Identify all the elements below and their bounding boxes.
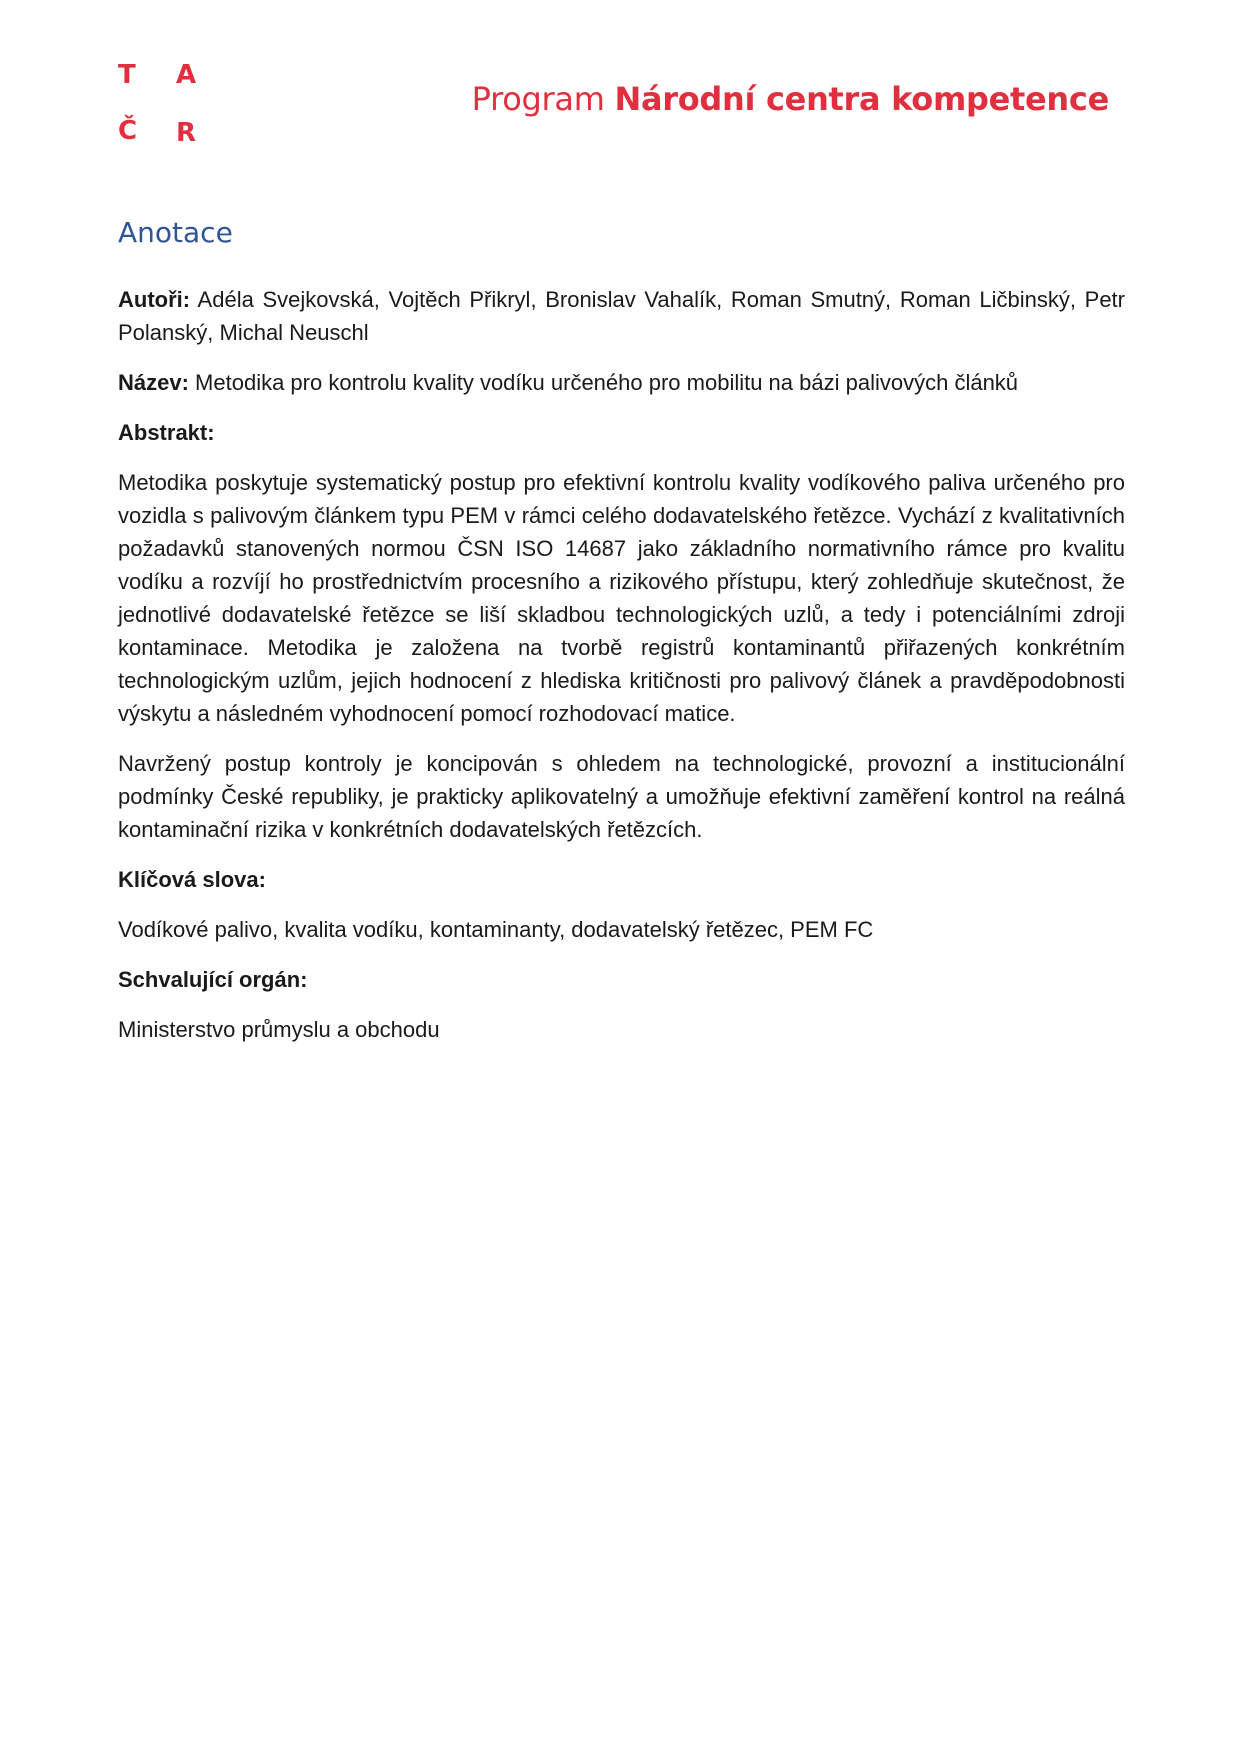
approver-label: Schvalující orgán: bbox=[118, 967, 308, 993]
keywords-label: Klíčová slova: bbox=[118, 867, 266, 893]
authors-value: Adéla Svejkovská, Vojtěch Přikryl, Bronislav Vahalík, Roman Smutný, Roman Ličbinský, Petr Polanský, Michal Neuschl bbox=[118, 287, 1125, 346]
keywords-value: Vodíkové palivo, kvalita vodíku, kontaminanty, dodavatelský řetězec, PEM FC bbox=[118, 917, 874, 943]
title-label: Název: bbox=[118, 370, 189, 396]
title-line bbox=[118, 366, 1125, 399]
document-body bbox=[118, 215, 1125, 1063]
authors-line bbox=[118, 283, 1125, 349]
tacr-logo bbox=[116, 60, 216, 150]
logo-letter-t: T bbox=[118, 60, 136, 90]
program-name: Národní centra kompetence bbox=[614, 80, 1109, 118]
logo-letter-a: A bbox=[176, 60, 197, 90]
logo-letter-r: R bbox=[176, 118, 197, 148]
program-title bbox=[472, 80, 1109, 118]
abstract-label: Abstrakt: bbox=[118, 420, 215, 446]
title-value: Metodika pro kontrolu kvality vodíku určeného pro mobilitu na bázi palivových článků bbox=[195, 370, 1019, 396]
program-prefix: Program bbox=[471, 80, 605, 118]
page-heading: Anotace bbox=[118, 216, 233, 249]
approver-value: Ministerstvo průmyslu a obchodu bbox=[118, 1017, 440, 1043]
logo-letter-c: Č bbox=[118, 116, 138, 146]
abstract-paragraph-2: Navržený postup kontroly je koncipován s ohledem na technologické, provozní a institucionální podmínky České republiky, je prakticky aplikovatelný a umožňuje efektivní zaměření kontrol na reálná kontaminační rizika v konkrétních dodavatelských řetězcích. bbox=[118, 751, 1125, 843]
authors-label: Autoři: bbox=[118, 287, 191, 313]
abstract-paragraph-1: Metodika poskytuje systematický postup pro efektivní kontrolu kvality vodíkového paliva určeného pro vozidla s palivovým článkem typu PEM v rámci celého dodavatelského řetězce. Vychází z kvalitativních požadavků stanovených normou ČSN ISO 14687 jako základního normativního rámce pro kvalitu vodíku a rozvíjí ho prostřednictvím procesního a rizikového přístupu, který zohledňuje skutečnost, že jednotlivé dodavatelské řetězce se liší skladbou technologických uzlů, a tedy i potenciálními zdroji kontaminace. Metodika je založena na tvorbě registrů kontaminantů přiřazených konkrétním technologickým uzlům, jejich hodnocení z hlediska kritičnosti pro palivový článek a pravděpodobnosti výskytu a následném vyhodnocení pomocí rozhodovací matice. bbox=[118, 470, 1125, 727]
